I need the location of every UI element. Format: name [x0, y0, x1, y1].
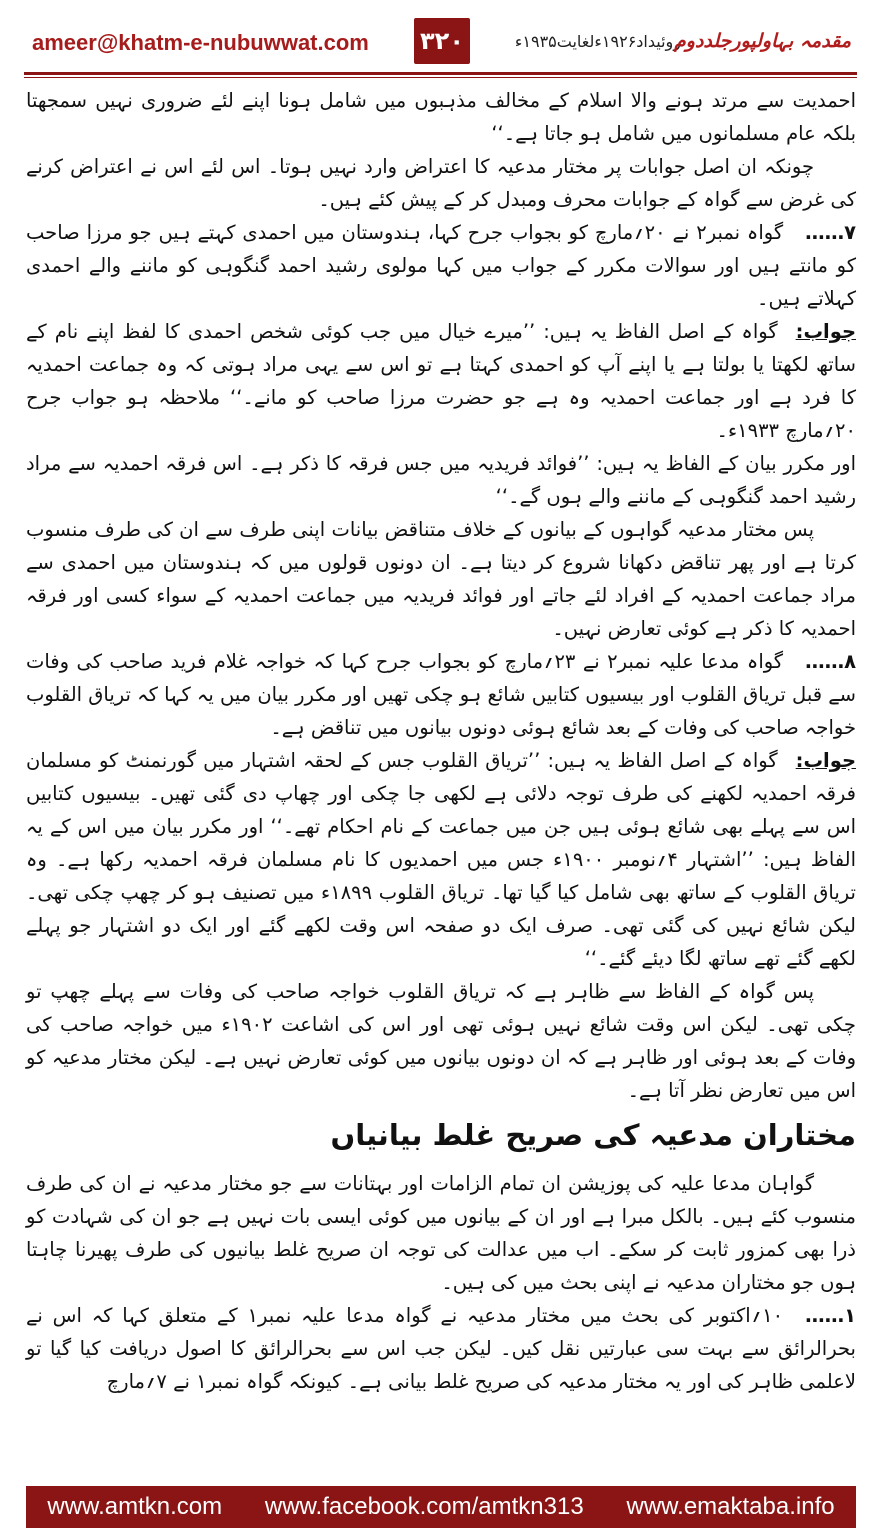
- item-number: ۷……: [805, 221, 857, 244]
- footer-link-facebook[interactable]: www.facebook.com/amtkn313: [264, 1493, 584, 1520]
- numbered-item-1: [26, 1299, 856, 1398]
- book-title: مقدمہ بہاولپورجلددوم: [674, 30, 851, 52]
- footer-link-emaktaba[interactable]: www.emaktaba.info: [626, 1493, 835, 1520]
- page-number-badge: ۳۲۰: [414, 18, 470, 64]
- answer-label: جواب:: [795, 320, 856, 343]
- paragraph: احمدیت سے مرتد ہونے والا اسلام کے مخالف مذہبوں میں شامل ہونا اپنے لئے ضروری نہیں سمجھتا بلکہ عام مسلمانوں میں شامل ہو جاتا ہے۔‘‘: [26, 89, 856, 145]
- numbered-item-8: [26, 645, 856, 744]
- answer-paragraph: [26, 315, 856, 447]
- answer-paragraph: [26, 744, 856, 975]
- item-text: گواہ نمبر۲ نے ۲۰؍مارچ کو بجواب جرح کہا، ہندوستان میں احمدی کہتے ہیں جو مرزا صاحب کو مانتے ہیں اور سوالات مکرر کے جواب میں کہا مولوی رشید احمد گنگوہی کو ماننے والے احمدی کہلاتے ہیں۔: [26, 221, 856, 310]
- item-number: ۱……: [805, 1304, 856, 1327]
- footer-link-amtkn[interactable]: www.amtkn.com: [47, 1493, 223, 1520]
- paragraph: پس گواہ کے الفاظ سے ظاہر ہے کہ تریاق القلوب خواجہ صاحب کی وفات سے پہلے چھپ تو چکی تھی۔ لیکن اس وقت شائع نہیں ہوئی تھی اور اس کی اشاعت ۱۹۰۲ء میں خواجہ صاحب کی وفات کے بعد ہوئی اور ظاہر ہے کہ ان دونوں بیانوں میں کوئی تعارض نہیں ہے۔ لیکن مختار مدعیہ کو اس میں تعارض نظر آتا ہے۔: [26, 980, 856, 1102]
- header-rule-thin: [24, 77, 857, 78]
- paragraph: پس مختار مدعیہ گواہوں کے بیانوں کے خلاف متناقض بیانات اپنی طرف سے ان کی طرف منسوب کرتا ہے اور پھر تناقض دکھانا شروع کر دیتا ہے۔ ان دونوں قولوں میں کہ ہندوستان میں احمدی سے مراد جماعت احمدیہ کے افراد لئے جاتے اور فوائد فریدیہ میں جماعت احمدیہ کے سواء کسی اور فرقہ احمدیہ کا ذکر ہے کوئی تعارض نہیں۔: [26, 518, 856, 640]
- paragraph: اور مکرر بیان کے الفاظ یہ ہیں: ’’فوائد فریدیہ میں جس فرقہ کا ذکر ہے۔ اس فرقہ احمدیہ سے مراد رشید احمد گنگوہی کے ماننے والے ہوں گے۔‘‘: [26, 452, 856, 508]
- page-header: [0, 0, 881, 78]
- answer-text: گواہ کے اصل الفاظ یہ ہیں: ’’تریاق القلوب جس کے لحقہ اشتہار میں گورنمنٹ کو مسلمان فرقہ احمدیہ لکھنے کی طرف توجہ دلائی ہے لکھی جا چکی اور چھاپ دی گئی تھیں۔ بیسیوں کتابیں اس سے پہلے بھی شائع ہوئی ہیں جن میں جماعت کے نام احکام تھے۔‘‘ اور مکرر بیان میں اس کے یہ الفاظ ہیں: ’’اشتہار ۴؍نومبر ۱۹۰۰ء جس میں احمدیوں کا نام مسلمان فرقہ احمدیہ رکھا ہے۔ وہ تریاق القلوب کے ساتھ بھی شامل کیا گیا تھا۔ تریاق القلوب ۱۸۹۹ء میں تصنیف ہو کر چھپ چکی تھی۔ لیکن شائع نہیں کی گئی تھی۔ صرف ایک دو صفحہ اس وقت لکھے گئے اور ایک دو اشتہار جو پہلے لکھے گئے تھے ساتھ لگا دیئے گئے۔‘‘: [26, 749, 856, 970]
- answer-label: جواب:: [795, 749, 856, 772]
- header-email[interactable]: ameer@khatm-e-nubuwwat.com: [32, 30, 369, 55]
- numbered-item-7: [26, 216, 856, 315]
- item-text: ۱۰؍اکتوبر کی بحث میں مختار مدعیہ نے گواہ مدعا علیہ نمبر۱ کے متعلق کہا کہ اس نے بحرالرائق سے بہت سی عبارتیں نقل کیں۔ لیکن جب اس سے بحرالرائق کا اصول دریافت کیا گیا تو لاعلمی ظاہر کی اور یہ مختار مدعیہ کی صریح غلط بیانی ہے۔ کیونکہ گواہ نمبر۱ نے ۷؍مارچ: [26, 1304, 856, 1393]
- paragraph: چونکہ ان اصل جوابات پر مختار مدعیہ کا اعتراض وارد نہیں ہوتا۔ اس لئے اس نے اعتراض کرنے کی غرض سے گواہ کے جوابات محرف ومبدل کر کے پیش کئے ہیں۔: [26, 155, 856, 211]
- paragraph: گواہان مدعا علیہ کی پوزیشن ان تمام الزامات اور بہتانات سے جو مختار مدعیہ نے ان کی طرف منسوب کئے ہیں۔ بالکل مبرا ہے اور ان کے بیانوں میں کوئی ایسی بات نہیں ہے جو ان کی شہادت کو ذرا بھی کمزور ثابت کر سکے۔ اب میں عدالت کی توجہ ان صریح غلط بیانیوں کی طرف پھیرنا چاہتا ہوں جو مختاران مدعیہ نے اپنی بحث میں کی ہیں۔: [26, 1172, 856, 1294]
- section-heading: مختاران مدعیہ کی صریح غلط بیانیاں: [330, 1118, 856, 1152]
- page-content: [26, 84, 856, 1398]
- footer-bar: [26, 1486, 856, 1528]
- header-years: روئیداد۱۹۲۶ءلغایت۱۹۳۵ء: [514, 32, 681, 51]
- item-text: گواہ مدعا علیہ نمبر۲ نے ۲۳؍مارچ کو بجواب جرح کہا کہ خواجہ غلام فرید صاحب کی وفات سے قبل تریاق القلوب اور بیسیوں کتابیں شائع ہو چکی تھیں اور مکرر بیان میں یہ کہا کہ تریاق القلوب خواجہ صاحب کی وفات کے بعد شائع ہوئی دونوں بیانوں میں تناقض ہے۔: [25, 650, 856, 739]
- header-rule: [24, 72, 857, 75]
- answer-text: گواہ کے اصل الفاظ یہ ہیں: ’’میرے خیال میں جب کوئی شخص احمدی کا لفظ اپنے نام کے ساتھ لکھتا یا بولتا ہے یا اپنے آپ کو احمدی کہتا ہے تو اس سے یہی مراد ہوتی کہ وہ جماعت احمدیہ کا فرد ہے اور جماعت احمدیہ وہ ہے جو حضرت مرزا صاحب کو مانے۔‘‘ ملاحظہ ہو جواب جرح ۲۰؍مارچ ۱۹۳۳ء۔: [26, 320, 856, 442]
- item-number: ۸……: [805, 650, 856, 673]
